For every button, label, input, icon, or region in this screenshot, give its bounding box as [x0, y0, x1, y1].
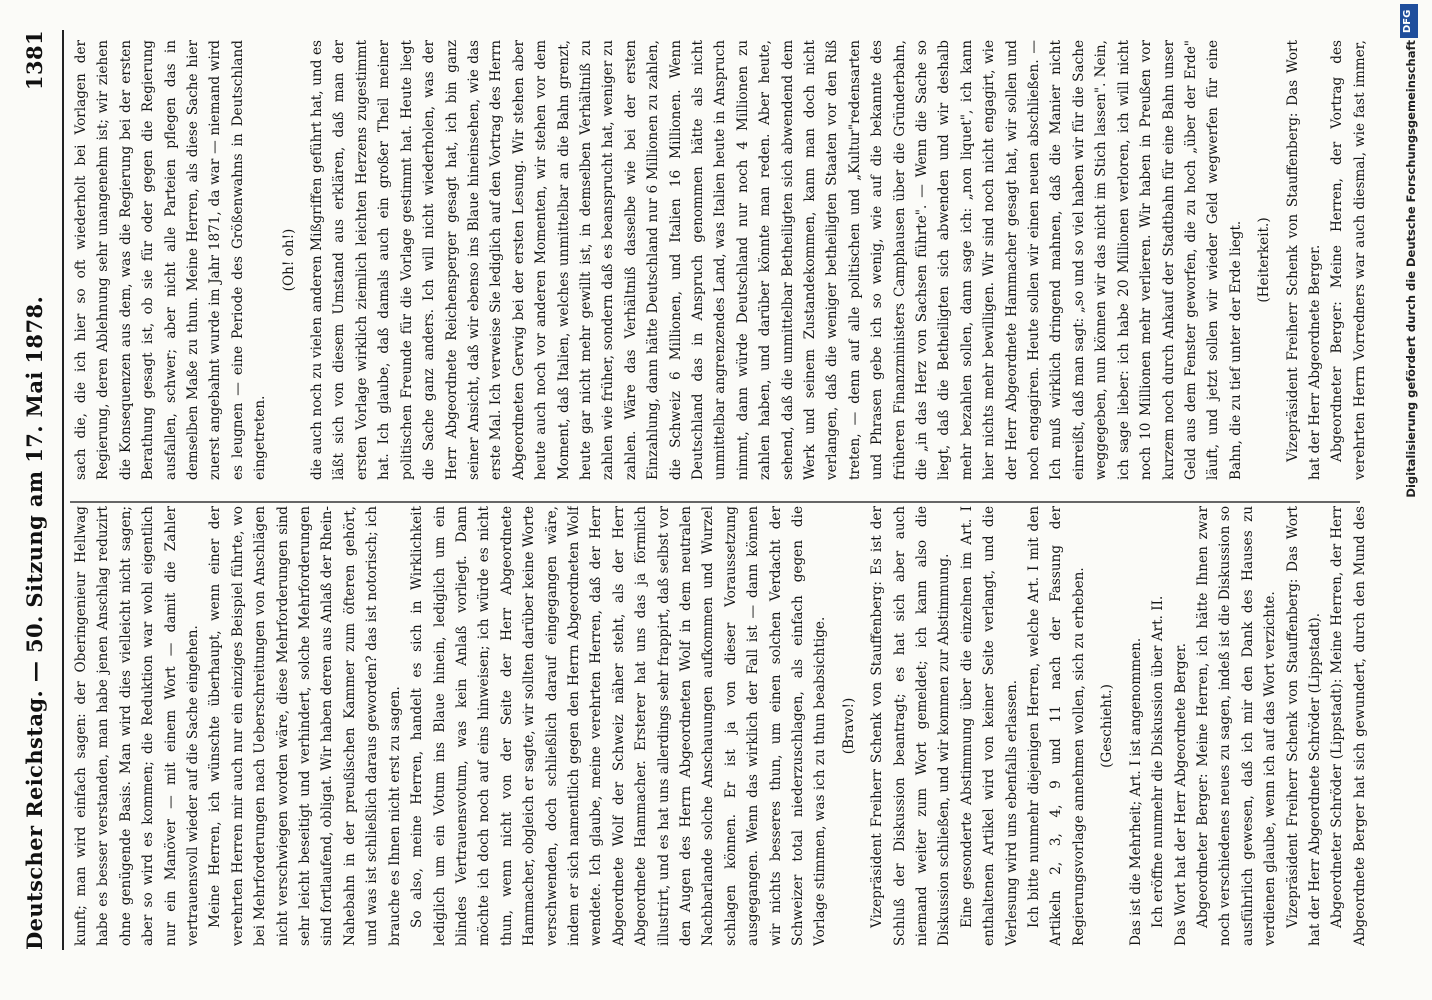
paragraph: Vizepräsident Freiherr Schenk von Stauffenberg: Das Wort hat der Herr Abgeordnete Berger.	[1284, 40, 1323, 480]
paragraph: Eine gesonderte Abstimmung über die einzelnen im Art. I enthaltenen Artikel wird von keiner Seite verlangt, und die Verlesung wird uns ebenfalls erlassen.	[958, 506, 1020, 946]
paragraph: Abgeordneter Berger: Meine Herren, ich hätte Ihnen zwar noch verschiedenes neues zu sagen, indeß ist die Diskussion so ausführlich gewesen, daß ich mir den Dank des Hauses zu verdienen glaube, wenn ich auf das Wort verzichte.	[1194, 506, 1279, 946]
interjection: (Bravo!)	[840, 697, 857, 755]
paragraph: Vizepräsident Freiherr Schenk von Stauffenberg: Das Wort hat der Herr Abgeordnete Schröder (Lippstadt).	[1284, 506, 1323, 946]
paragraph: Das ist die Mehrheit; Art. I ist angenommen.	[1127, 637, 1144, 946]
paragraph: Abgeordneter Schröder (Lippstadt): Meine Herren, der Herr Abgeordnete Berger hat sich gewundert, durch den Mund des	[1329, 506, 1368, 946]
header-rule	[62, 30, 64, 950]
interjection: (Geschieht.)	[1099, 684, 1116, 768]
paragraph: Ich eröffne nunmehr die Diskussion über Art. II.	[1150, 595, 1167, 928]
running-head	[18, 30, 58, 950]
dfg-logo: DFG	[1400, 4, 1418, 38]
paragraph: Vizepräsident Freiherr Schenk von Stauffenberg: Es ist der Schluß der Diskussion beantragt; es hat sich aber auch niemand weiter zum Wort gemeldet; ich kann also die Diskussion schließen, und wir kommen zur Abstimmung.	[869, 506, 953, 946]
interjection: (Oh! oh!)	[280, 228, 297, 292]
page-number: 1381	[22, 30, 47, 91]
left-column	[70, 506, 1370, 946]
paragraph: die auch noch zu vielen anderen Mißgriffen geführt hat, und es läßt sich von diesem Umstand aus erklären, daß man der ersten Vorlage wirklich ziemlich leichten Herzens zugestimmt hat. Ich glaube, daß damals auch ein großer Theil meiner politischen Freunde für die Vorlage gestimmt hat. Heute liegt die Sache ganz anders. Ich will nicht wiederholen, was der Herr Abgeordnete Reichensperger gesagt hat, ich bin ganz seiner Ansicht, daß wir ebenso ins Blaue hineinsehen, wie das erste Mal. Ich verweise Sie lediglich auf den Vortrag des Herrn Abgeordneten Gerwig bei der ersten Lesung. Wir stehen aber heute auch noch vor anderen Momenten, wir stehen vor dem Moment, daß Italien, welches unmittelbar an die Bahn grenzt, heute gar nicht mehr gewillt ist, in demselben Verhältniß zu zahlen wie früher, sondern daß es beansprucht hat, weniger zu zahlen. Wäre das Verhältniß dasselbe wie bei der ersten Einzahlung, dann hätte Deutschland nur 6 Millionen zu zahlen, die Schweiz 6 Millionen, und Italien 16 Millionen. Wenn Deutschland das in Anspruch genommen hätte als nicht unmittelbar angrenzendes Land, was Italien heute in Anspruch nimmt, dann würde Deutschland nur noch 4 Millionen zu zahlen haben, und darüber könnte man reden. Aber heute, sehend, daß die unmittelbar Betheiligten sich abwendend dem Werk und seinem Zustandekommen, kann man doch nicht verlangen, daß die weniger betheiligten Staaten vor den Riß treten, — denn auf alle politischen und „Kultur"redensarten und Phrasen gebe ich so wenig, wie auf die bekannte des früheren Finanzministers Camphausen über die Gründerbahn, die „in das Herz von Sachsen führte". — Wenn die Sache so liegt, daß die Betheiligten sich abwenden und wir deshalb mehr bezahlen sollen, dann sage ich: „non liquet", ich kann hier nichts mehr bewilligen. Wir sind noch nicht engagirt, wie der Herr Abgeordnete Hammacher gesagt hat, wir sollen und noch engagiren. Heute sollen wir einen neuen abschließen. — Ich muß wirklich dringend mahnen, daß die Manier nicht einreißt, daß man sagt: „so und so viel haben wir für die Sache weggegeben, nun können wir das nicht im Stich lassen". Nein, ich sage lieber: ich habe 20 Millionen verloren, ich will nicht noch 10 Millionen mehr verlieren. Wir haben in Preußen vor kurzem noch durch Ankauf der Stadtbahn für eine Bahn unser Geld aus dem Fenster geworfen, die zu hoch „über der Erde" läuft, und jetzt sollen wir wieder Geld wegwerfen für eine Bahn, die zu tief unter der Erde liegt.	[309, 40, 1244, 480]
paragraph: So also, meine Herren, handelt es sich in Wirklichkeit lediglich um ein Votum ins Blaue hinein, lediglich um ein blindes Vertrauensvotum, was kein Anlaß vorliegt. Dann möchte ich doch noch auf eins hinweisen; ich würde es nicht thun, wenn nicht von der Seite der Herr Abgeordnete Hammacher, obgleich er sagte, wir sollten darüber keine Worte verschwenden, doch schließlich darauf eingegangen wäre, indem er sich namentlich gegen den Herrn Abgeordneten Wolf wendete. Ich glaube, meine verehrten Herren, daß der Herr Abgeordnete Wolf der Schweiz näher steht, als der Herr Abgeordnete Hammacher. Ersterer hat uns das ja förmlich illustrirt, und es hat uns allerdings sehr frappirt, daß selbst vor den Augen des Herrn Abgeordneten Wolf in dem neutralen Nachbarlande solche Anschauungen aufkommen und Wurzel schlagen können. Er ist ja von dieser Voraussetzung ausgegangen. Wenn das wirklich der Fall ist — dann können wir nichts besseres thun, um einen solchen Verdacht der Schweizer total niederzuschlagen, als einfach gegen die Vorlage stimmen, was ich zu thun beabsichtige.	[409, 506, 829, 946]
paragraph: Meine Herren, ich wünschte überhaupt, wenn einer der verehrten Herren mir auch nur ein einziges Beispiel führte, wo bei Mehrforderungen nach Ueberschreitungen von Anschlägen nicht verschwiegen worden wäre, diese Mehrforderungen sind sehr leicht beseitigt und verhindert, solche Mehrforderungen sind fortlaufend, obligat. Wir haben deren aus Anlaß der Rhein-Nahebahn in der preußischen Kammer zum öfteren gehört, und was ist schließlich daraus geworden? das ist notorisch; ich brauche es Ihnen nicht erst zu sagen.	[207, 506, 403, 946]
digitization-footer	[1400, 40, 1420, 960]
paragraph: Ich bitte nunmehr diejenigen Herren, welche Art. I mit den Artikeln 2, 3, 4, 9 und 11 nach der Fassung der Regierungsvorlage annehmen wollen, sich zu erheben.	[1026, 506, 1087, 946]
paragraph: kunft; man wird einfach sagen: der Oberingenieur Hellwag habe es besser verstanden, man habe jenen Anschlag reduzirt ohne genügende Basis. Man wird dies vielleicht nicht sagen; aber so wird es kommen; die Reduktion war wohl eigentlich nur ein Manöver — mit einem Wort — damit die Zahler vertrauensvoll wieder auf die Sache eingehen.	[73, 506, 202, 946]
running-head-title: Deutscher Reichstag. — 50. Sitzung am 17. Mai 1878.	[22, 295, 47, 950]
paragraph: Abgeordneter Berger: Meine Herren, der Vortrag des verehrten Herrn Vorredners war auch diesmal, wie fast immer,	[1329, 40, 1368, 480]
interjection: (Heiterkeit.)	[1256, 217, 1273, 303]
paragraph: sach die, die ich hier so oft wiederholt bei Vorlagen der Regierung, deren Ablehnung sehr unangenehm ist; wir ziehen die Konsequenzen aus dem, was die Regierung bei der ersten Berathung gesagt ist, ob sie für oder gegen die Regierung ausfallen, schwer; aber nicht alle Parteien pflegen das in demselben Maße zu thun. Meine Herren, als diese Sache hier zuerst angebahnt wurde im Jahr 1871, da war — niemand wird es leugnen — eine Periode des Größenwahns in Deutschland eingetreten.	[73, 40, 269, 480]
column-divider	[70, 502, 1360, 504]
right-column	[70, 40, 1370, 480]
paragraph: Das Wort hat der Herr Abgeordnete Berger.	[1172, 642, 1189, 946]
digitization-note: Digitalisierung gefördert durch die Deutsche Forschungsgemeinschaft	[1404, 40, 1418, 498]
